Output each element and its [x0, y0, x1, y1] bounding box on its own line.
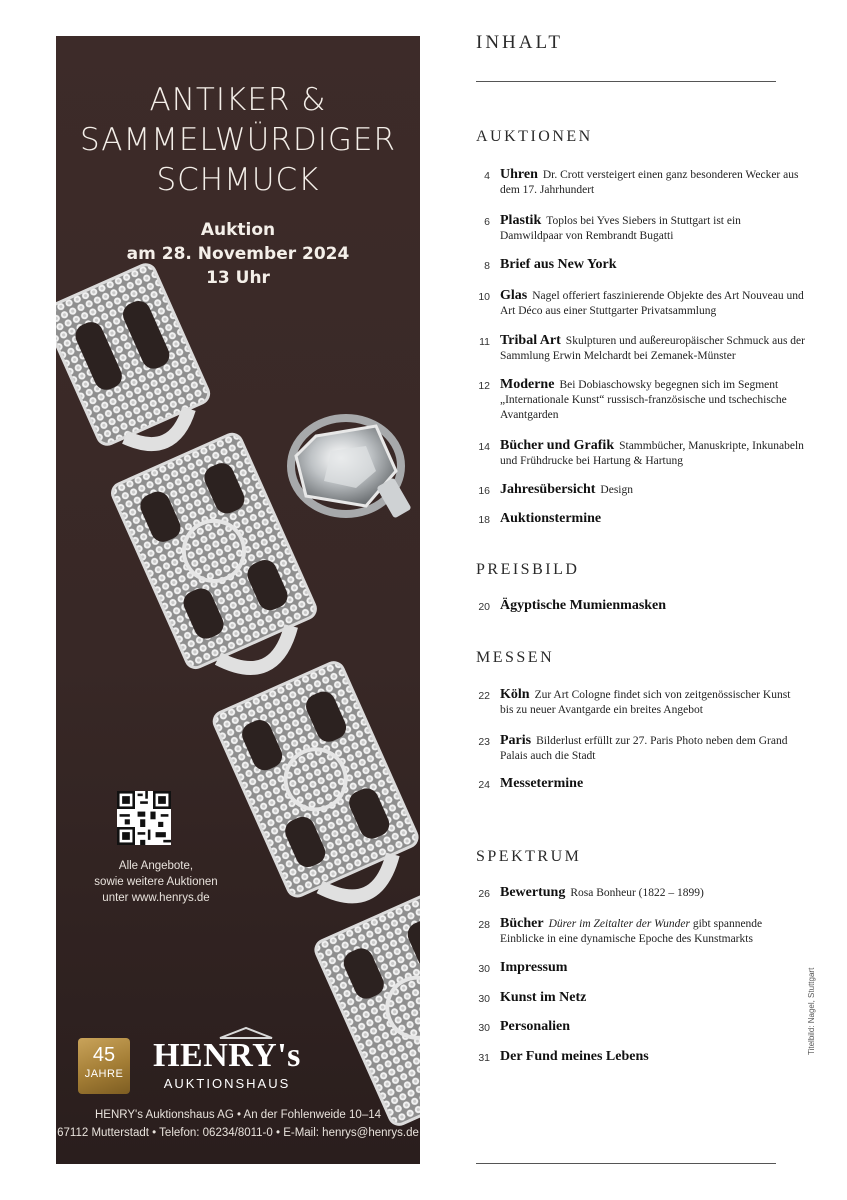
toc-entry[interactable]	[476, 598, 806, 614]
badge-number: 45	[92, 1044, 116, 1066]
entry-description: Design	[600, 484, 634, 496]
entry-heading: Plastik	[500, 213, 542, 228]
entry-description: Skulpturen und außereuropäischer Schmuck aus der Sammlung Erwin Melchardt bei Zemanek-Münster	[500, 335, 805, 362]
toc-entry[interactable]	[476, 377, 806, 423]
entry-heading: Brief aus New York	[500, 257, 617, 272]
entry-heading: Paris	[500, 733, 532, 748]
page-number: 26	[478, 888, 490, 900]
ad-offer-text	[56, 858, 256, 906]
diamond-bracelet-image	[56, 36, 420, 1164]
entry-heading: Bewertung	[500, 885, 566, 900]
entry-heading: Kunst im Netz	[500, 990, 587, 1005]
toc-entry[interactable]	[476, 288, 806, 319]
ad-offer-line: sowie weitere Auktionen	[94, 876, 218, 888]
entry-description: Dr. Crott versteigert einen ganz besonderen Wecker aus dem 17. Jahrhundert	[500, 169, 799, 196]
page-number: 12	[478, 380, 490, 392]
page-number: 10	[478, 291, 490, 303]
page-number: 8	[484, 260, 490, 272]
page-number: 11	[479, 336, 490, 348]
ad-title-line: SAMMELWÜRDIGER	[79, 122, 396, 158]
entry-heading: Bücher und Grafik	[500, 438, 615, 453]
entry-heading: Uhren	[500, 167, 538, 182]
section-auktionen: AUKTIONEN	[476, 128, 593, 145]
page-number: 30	[478, 993, 490, 1005]
page-number: 16	[478, 485, 490, 497]
cover-credit: Titelbild: Nagel, Stuttgart	[807, 967, 816, 1055]
brand-subtitle: AUKTIONSHAUS	[163, 1076, 291, 1091]
toc-entry[interactable]	[476, 213, 806, 244]
entry-description: gibt spannende Einblicke in eine dynamische Epoche des Kunstmarkts	[500, 918, 763, 945]
page-number: 30	[478, 963, 490, 975]
toc-top-rule	[476, 81, 776, 82]
page-number: 6	[484, 216, 490, 228]
entry-heading: Personalien	[500, 1019, 570, 1034]
ad-title-line: SCHMUCK	[156, 162, 320, 198]
toc-entry[interactable]	[476, 438, 806, 469]
page-number: 31	[478, 1052, 490, 1064]
ad-address	[56, 1106, 420, 1142]
badge-text: JAHRE	[84, 1068, 124, 1080]
toc-entry[interactable]	[476, 990, 806, 1006]
toc-entry[interactable]	[476, 333, 806, 364]
page-number: 23	[478, 736, 490, 748]
toc-entry[interactable]	[476, 257, 806, 273]
entry-heading: Ägyptische Mumienmasken	[500, 598, 667, 613]
entry-description: Toplos bei Yves Siebers in Stuttgart ist ein Damwildpaar von Rembrandt Bugatti	[500, 215, 741, 242]
ad-address-line: HENRY's Auktionshaus AG • An der Fohlenweide 10–14	[94, 1109, 382, 1121]
entry-heading: Köln	[500, 687, 530, 702]
toc-entry[interactable]	[476, 960, 806, 976]
ad-auction-line: am 28. November 2024	[126, 244, 350, 264]
entry-book-title: Dürer im Zeitalter der Wunder	[548, 918, 690, 930]
entry-description: Bei Dobiaschowsky begegnen sich im Segment „Internationale Kunst“ russisch-französische und tschechische Avantgarden	[500, 379, 787, 421]
ad-address-line: 67112 Mutterstadt • Telefon: 06234/8011-0 • E-Mail: henrys@henrys.de	[57, 1127, 419, 1139]
page-number: 4	[484, 170, 490, 182]
ad-auction-line: Auktion	[200, 220, 276, 240]
toc-title: INHALT	[476, 32, 563, 53]
ad-title-line: ANTIKER &	[149, 82, 327, 118]
entry-description: Bilderlust erfüllt zur 27. Paris Photo neben dem Grand Palais auch die Stadt	[500, 735, 788, 762]
entry-description: Nagel offeriert faszinierende Objekte des Art Nouveau und Art Déco aus einer Stuttgarter Privatsammlung	[500, 290, 804, 317]
qr-code[interactable]	[117, 791, 171, 845]
section-preisbild: PREISBILD	[476, 561, 580, 578]
entry-heading: Bücher	[500, 916, 544, 931]
page-number: 24	[478, 779, 490, 791]
entry-heading: Moderne	[500, 377, 555, 392]
entry-description: Zur Art Cologne findet sich von zeitgenössischer Kunst bis zu neuer Avantgarde ein breites Angebot	[500, 689, 791, 716]
section-spektrum: SPEKTRUM	[476, 848, 582, 865]
toc-entry[interactable]	[476, 776, 806, 792]
entry-heading: Glas	[500, 288, 528, 303]
diamond-ring	[291, 418, 412, 519]
toc-bottom-rule	[476, 1163, 776, 1164]
page-number: 28	[478, 919, 490, 931]
advertisement-panel	[56, 36, 420, 1164]
entry-heading: Messetermine	[500, 776, 584, 791]
ad-offer-line[interactable]: unter www.henrys.de	[102, 892, 210, 904]
page-number: 30	[478, 1022, 490, 1034]
toc-entry[interactable]	[476, 733, 806, 764]
ad-offer-line: Alle Angebote,	[118, 860, 194, 872]
page-number: 20	[478, 601, 490, 613]
entry-description: Stammbücher, Manuskripte, Inkunabeln und Frühdrucke bei Hartung & Hartung	[500, 440, 804, 467]
toc-entry[interactable]	[476, 1019, 806, 1035]
brand-logo: HENRY's	[153, 1037, 301, 1074]
toc-entry[interactable]	[476, 482, 806, 498]
entry-heading: Tribal Art	[500, 333, 561, 348]
page-number: 14	[478, 441, 490, 453]
ad-auction-line: 13 Uhr	[206, 268, 270, 288]
page-number: 22	[478, 690, 490, 702]
entry-heading: Jahresübersicht	[500, 482, 596, 497]
entry-heading: Auktionstermine	[500, 511, 602, 526]
section-messen: MESSEN	[476, 649, 555, 666]
toc-entry[interactable]	[476, 885, 806, 901]
toc-entry[interactable]	[476, 167, 806, 198]
toc-entry[interactable]	[476, 1049, 806, 1065]
entry-heading: Der Fund meines Lebens	[500, 1049, 649, 1064]
entry-description: Rosa Bonheur (1822 – 1899)	[570, 887, 704, 899]
toc-entry[interactable]	[476, 511, 806, 527]
toc-entry[interactable]	[476, 916, 806, 947]
entry-heading: Impressum	[500, 960, 568, 975]
page-number: 18	[478, 514, 490, 526]
toc-entry[interactable]	[476, 687, 806, 718]
anniversary-badge	[78, 1038, 130, 1094]
